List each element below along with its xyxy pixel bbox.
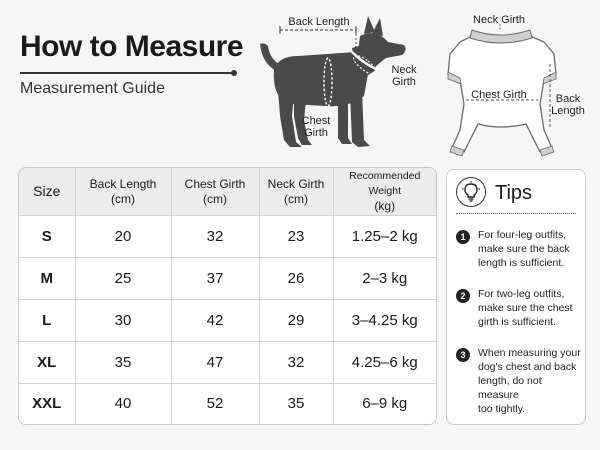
tip-text-line: make sure the back [478, 243, 570, 255]
cell-chest-girth: 37 [171, 257, 259, 299]
cell-chest-girth: 32 [171, 216, 259, 258]
tip-text [478, 346, 582, 416]
cell-chest-girth: 47 [171, 341, 259, 383]
cell-back-length: 20 [75, 216, 171, 258]
cell-size: L [19, 299, 75, 341]
shirt-neck-girth-label: Neck Girth [473, 14, 525, 26]
cell-chest-girth: 52 [171, 383, 259, 424]
column-header-label: Recommended Weight [349, 170, 421, 197]
cell-neck-girth: 29 [259, 299, 333, 341]
table-row [19, 341, 436, 383]
tip-text-line: make sure the chest [478, 302, 573, 314]
shirt-back-length-label-line2: Length [551, 105, 585, 117]
cell-back-length: 40 [75, 383, 171, 424]
tips-panel [446, 169, 586, 425]
column-header-neck-girth [259, 168, 333, 216]
page-title: How to Measure [20, 30, 244, 63]
cell-neck-girth: 35 [259, 383, 333, 424]
tip-number-badge: 3 [456, 348, 470, 362]
cell-neck-girth: 23 [259, 216, 333, 258]
tip-text [478, 287, 582, 329]
shirt-back-length-label [548, 93, 588, 117]
tip-text-line: For four-leg outfits, [478, 229, 567, 241]
dog-back-length-label: Back Length [288, 16, 350, 28]
title-underline [20, 72, 234, 74]
cell-back-length: 30 [75, 299, 171, 341]
title-underline-dot [231, 70, 237, 76]
tip-text-line: dog's chest and back [478, 361, 577, 373]
column-header-label: Chest Girth [184, 176, 246, 191]
tip-text-line: When measuring your [478, 347, 581, 359]
column-header-size: Size [19, 168, 75, 216]
column-header-label: Neck Girth [267, 176, 325, 191]
cell-chest-girth: 42 [171, 299, 259, 341]
tip-number-badge: 2 [456, 289, 470, 303]
cell-weight: 2–3 kg [333, 257, 436, 299]
lightbulb-icon [456, 177, 486, 207]
tips-title: Tips [495, 182, 533, 204]
page-subtitle: Measurement Guide [20, 80, 165, 97]
cell-weight: 1.25–2 kg [333, 216, 436, 258]
cell-size: M [19, 257, 75, 299]
tip-text-line: girth is sufficient. [478, 316, 557, 328]
tip-text-line: length is sufficient. [478, 257, 565, 269]
dog-chest-girth-label-line1: Chest [301, 115, 331, 127]
tip-number-badge: 1 [456, 230, 470, 244]
column-header-back-length [75, 168, 171, 216]
cell-back-length: 35 [75, 341, 171, 383]
shirt-back-length-label-line1: Back [555, 93, 581, 105]
dog-neck-girth-label-line1: Neck [391, 64, 417, 76]
table-row [19, 257, 436, 299]
tip-text-line: too tightly. [478, 403, 526, 415]
cell-weight: 3–4.25 kg [333, 299, 436, 341]
table-row [19, 383, 436, 424]
cell-back-length: 25 [75, 257, 171, 299]
tip-text [478, 228, 582, 270]
cell-weight: 6–9 kg [333, 383, 436, 424]
cell-size: S [19, 216, 75, 258]
column-header-unit: (cm) [203, 191, 227, 206]
dog-neck-girth-label-line2: Girth [392, 76, 416, 88]
shirt-chest-girth-label: Chest Girth [471, 89, 527, 101]
tip-text-line: length, do not measure [478, 375, 542, 401]
dog-neck-girth-label [386, 64, 422, 88]
tip-text-line: For two-leg outfits, [478, 288, 565, 300]
cell-size: XL [19, 341, 75, 383]
column-header-unit: (cm) [111, 191, 135, 206]
cell-weight: 4.25–6 kg [333, 341, 436, 383]
column-header-unit: (kg) [374, 199, 396, 213]
cell-size: XXL [19, 383, 75, 424]
column-header-label: Back Length [89, 176, 157, 191]
dog-chest-girth-label-line2: Girth [304, 127, 328, 139]
tips-divider [456, 213, 576, 214]
column-header-weight [333, 168, 436, 216]
column-header-unit: (cm) [284, 191, 308, 206]
table-row [19, 299, 436, 341]
size-chart-table [18, 167, 437, 425]
table-header-row [19, 168, 436, 216]
cell-neck-girth: 32 [259, 341, 333, 383]
dog-chest-girth-label [296, 115, 336, 139]
table-row [19, 216, 436, 258]
column-header-chest-girth [171, 168, 259, 216]
cell-neck-girth: 26 [259, 257, 333, 299]
